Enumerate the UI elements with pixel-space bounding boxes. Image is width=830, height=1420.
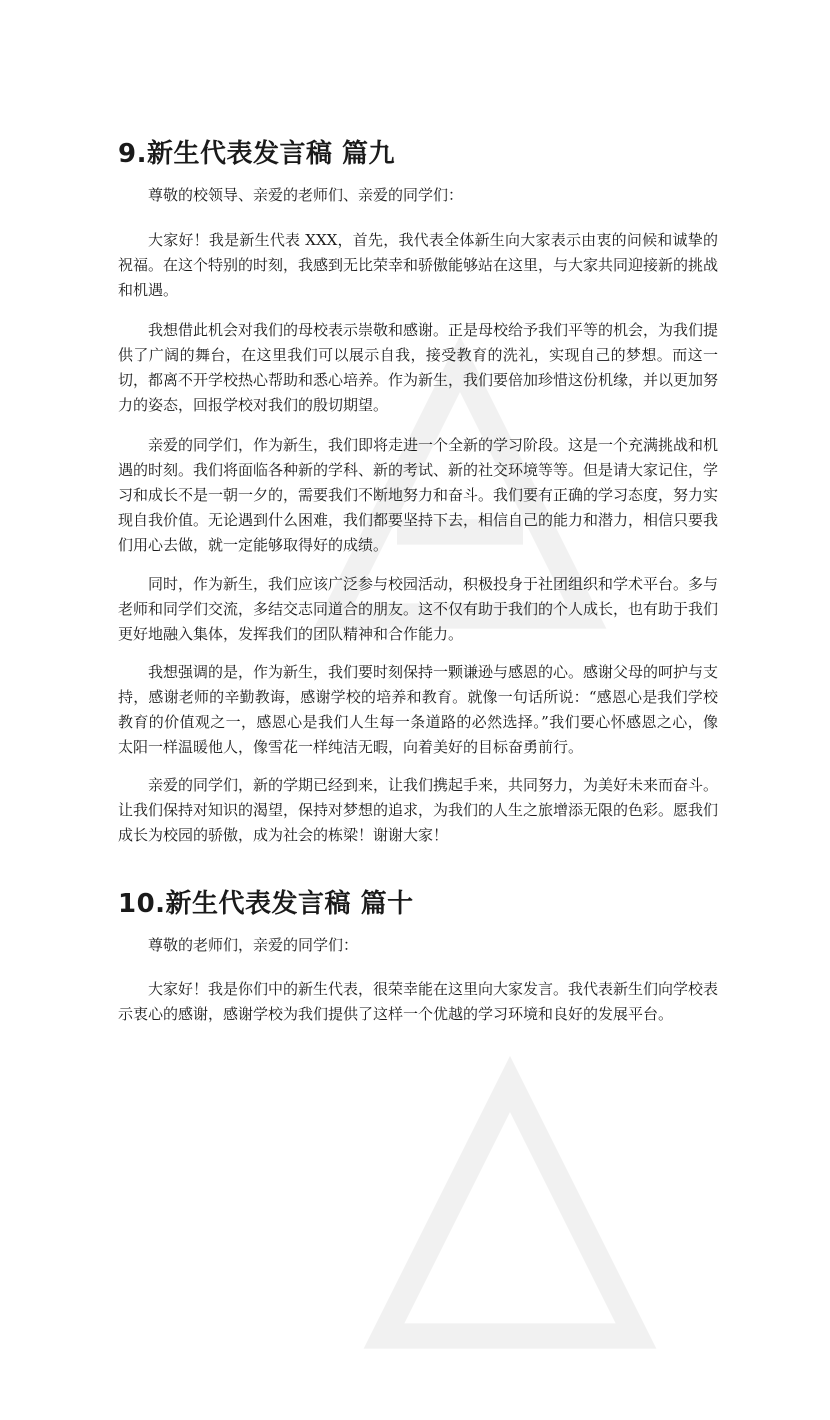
section-title: 9.新生代表发言稿 篇九 <box>118 139 396 169</box>
paragraph: 大家好！我是新生代表 XXX，首先，我代表全体新生向大家表示由衷的问候和诚挚的祝福。在这个特别的时刻，我感到无比荣幸和骄傲能够站在这里，与大家共同迎接新的挑战和机遇。 <box>118 231 719 299</box>
paragraph: 同时，作为新生，我们应该广泛参与校园活动，积极投身于社团组织和学术平台。多与老师和同学们交流，多结交志同道合的朋友。这不仅有助于我们的个人成长，也有助于我们更好地融入集体，发挥我们的团队精神和合作能力。 <box>118 575 719 643</box>
paragraph: 我想强调的是，作为新生，我们要时刻保持一颗谦逊与感恩的心。感谢父母的呵护与支持，感谢老师的辛勤教诲，感谢学校的培养和教育。就像一句话所说：“感恩心是我们学校教育的价值观之一，感恩心是我们人生每一条道路的必然选择。”我们要心怀感恩之心，像太阳一样温暖他人，像雪花一样纯洁无暇，向着美好的目标奋勇前行。 <box>118 663 719 756</box>
paragraph: 大家好！我是你们中的新生代表，很荣幸能在这里向大家发言。我代表新生们向学校表示衷心的感谢，感谢学校为我们提供了这样一个优越的学习环境和良好的发展平台。 <box>118 980 719 1023</box>
salutation: 尊敬的校领导、亲爱的老师们、亲爱的同学们： <box>148 186 464 204</box>
paragraph: 亲爱的同学们，新的学期已经到来，让我们携起手来，共同努力，为美好未来而奋斗。让我们保持对知识的渴望，保持对梦想的追求，为我们的人生之旅增添无限的色彩。愿我们成长为校园的骄傲，成为社会的栋梁！谢谢大家！ <box>118 776 719 844</box>
paragraph: 我想借此机会对我们的母校表示崇敬和感谢。正是母校给予我们平等的机会，为我们提供了广阔的舞台，在这里我们可以展示自我，接受教育的洗礼，实现自己的梦想。而这一切，都离不开学校热心帮助和悉心培养。作为新生，我们要倍加珍惜这份机缘，并以更加努力的姿态，回报学校对我们的殷切期望。 <box>118 321 719 414</box>
paragraph: 亲爱的同学们，作为新生，我们即将走进一个全新的学习阶段。这是一个充满挑战和机遇的时刻。我们将面临各种新的学科、新的考试、新的社交环境等等。但是请大家记住，学习和成长不是一朝一夕的，需要我们不断地努力和奋斗。我们要有正确的学习态度，努力实现自我价值。无论遇到什么困难，我们都要坚持下去，相信自己的能力和潜力，相信只要我们用心去做，就一定能够取得好的成绩。 <box>118 436 719 554</box>
section-title: 10.新生代表发言稿 篇十 <box>118 889 414 919</box>
salutation: 尊敬的老师们，亲爱的同学们： <box>148 936 359 954</box>
watermark-graphic <box>300 1000 720 1420</box>
